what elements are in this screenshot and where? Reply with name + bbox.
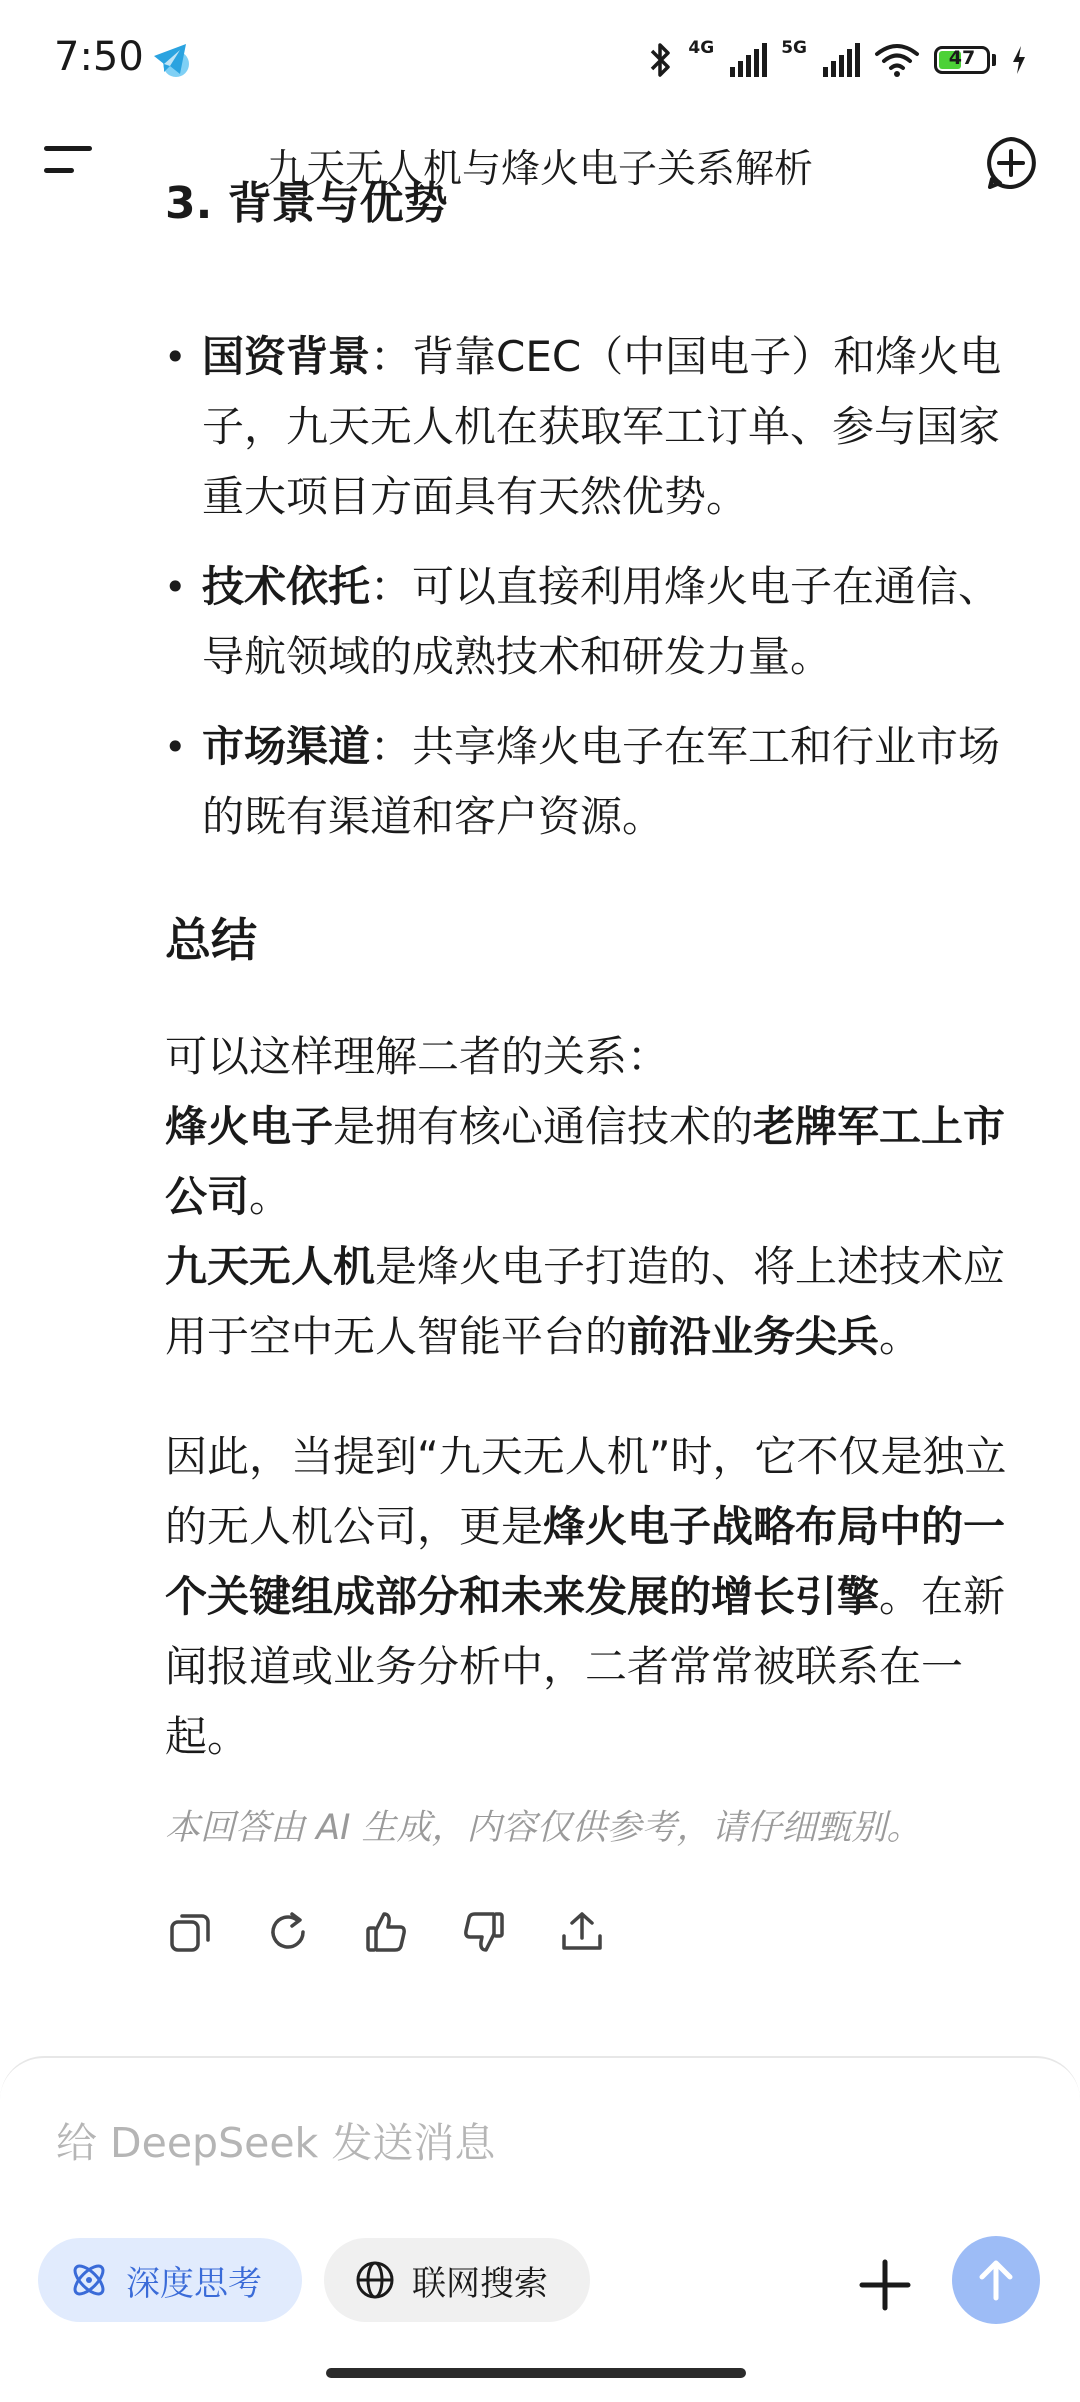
summary-line-2 [165, 1232, 1045, 1372]
bullet-text: ：可以直接利用烽火电子在通信、导航领域的成熟技术和研发力量。 [202, 562, 1001, 681]
status-bar [0, 0, 1080, 120]
conclusion-paragraph [165, 1422, 1045, 1772]
chat-header [0, 120, 1080, 204]
menu-line-top [44, 146, 92, 151]
battery-icon [934, 46, 990, 74]
bold-term: 九天无人机 [165, 1242, 376, 1291]
bold-term: 烽火电子 [165, 1102, 334, 1151]
web-search-toggle[interactable] [324, 2238, 590, 2322]
section-heading: 3. 背景与优势 [165, 178, 448, 229]
regenerate-icon[interactable] [266, 1910, 310, 1954]
arrow-up-icon [974, 2258, 1018, 2302]
atom-icon [68, 2259, 110, 2301]
signal-1-label: 4G [688, 38, 715, 58]
cell-signal-2-icon [823, 43, 860, 77]
bold-term: 老牌军工上市公司 [165, 1102, 1006, 1221]
deep-think-toggle[interactable] [38, 2238, 302, 2322]
summary-heading: 总结 [165, 913, 257, 967]
battery-level: 47 [948, 47, 976, 69]
status-time: 7:50 [54, 34, 144, 80]
bullet-label: 技术依托 [202, 562, 371, 611]
status-icons [648, 38, 1028, 82]
summary-paragraph [165, 1022, 1045, 1372]
menu-button[interactable] [44, 142, 98, 182]
plain-text: 。在新闻报道或业务分析中，二者常常被联系在一起。 [165, 1572, 1006, 1761]
charging-icon [1010, 44, 1028, 76]
plain-text: 是拥有核心通信技术的 [333, 1102, 754, 1151]
thumbs-up-icon[interactable] [364, 1910, 408, 1954]
bullet-list [160, 322, 1040, 872]
attach-plus-icon[interactable] [858, 2258, 912, 2312]
list-item [160, 552, 1040, 692]
telegram-icon [150, 40, 192, 80]
message-input[interactable]: 给 DeepSeek 发送消息 [56, 2119, 496, 2167]
deep-think-label: 深度思考 [126, 2263, 262, 2304]
send-button[interactable] [952, 2236, 1040, 2324]
plain-text: 是烽火电子打造的、将上述技术应用于空中无人智能平台的 [165, 1242, 1006, 1361]
message-composer [0, 2056, 1080, 2402]
plain-text: 。 [249, 1172, 292, 1221]
share-icon[interactable] [560, 1910, 604, 1954]
summary-line-1 [165, 1092, 1045, 1232]
chat-content [0, 178, 1080, 2054]
copy-icon[interactable] [168, 1910, 212, 1954]
plain-text: 因此，当提到“九天无人机”时，它不仅是独立的无人机公司，更是 [165, 1432, 1007, 1551]
bluetooth-icon [648, 41, 674, 79]
list-item [160, 712, 1040, 852]
battery-tip [992, 54, 996, 66]
new-chat-icon[interactable] [982, 134, 1040, 192]
bullet-text: ：背靠CEC（中国电子）和烽火电子，九天无人机在获取军工订单、参与国家重大项目方面具有天然优势。 [202, 332, 1002, 521]
ai-disclaimer: 本回答由 AI 生成，内容仅供参考，请仔细甄别。 [165, 1808, 922, 1848]
summary-intro: 可以这样理解二者的关系： [165, 1032, 670, 1081]
message-actions [168, 1910, 604, 1954]
menu-line-bottom [44, 168, 74, 173]
cell-signal-1-icon [730, 43, 767, 77]
plain-text: 。 [879, 1312, 922, 1361]
bullet-label: 国资背景 [202, 332, 371, 381]
home-indicator[interactable] [326, 2368, 746, 2378]
wifi-icon [874, 42, 920, 78]
page-title: 九天无人机与烽火电子关系解析 [266, 147, 813, 192]
signal-2-label: 5G [781, 38, 807, 58]
globe-icon [354, 2259, 396, 2301]
bullet-text: ：共享烽火电子在军工和行业市场的既有渠道和客户资源。 [202, 722, 1001, 841]
bold-term: 前沿业务尖兵 [627, 1312, 880, 1361]
web-search-label: 联网搜索 [412, 2263, 548, 2304]
list-item [160, 322, 1040, 532]
bold-term: 烽火电子战略布局中的一个关键组成部分和未来发展的增长引擎 [165, 1502, 1006, 1621]
bullet-label: 市场渠道 [202, 722, 371, 771]
thumbs-down-icon[interactable] [462, 1910, 506, 1954]
